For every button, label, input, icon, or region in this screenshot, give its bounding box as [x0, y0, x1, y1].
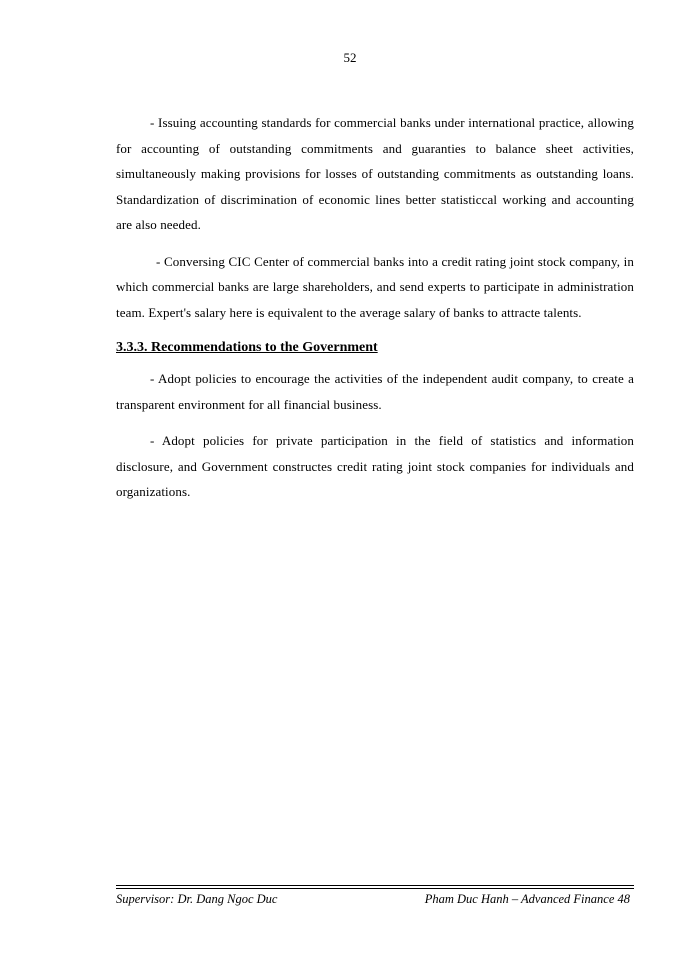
footer-author: Pham Duc Hanh – Advanced Finance 48 — [424, 892, 630, 906]
page-number: 52 — [343, 50, 357, 65]
document-body — [116, 110, 634, 516]
footer-supervisor: Supervisor: Dr. Dang Ngoc Duc — [116, 892, 278, 906]
section-heading: 3.3.3. Recommendations to the Government — [116, 340, 378, 355]
page-footer — [116, 892, 630, 907]
paragraph-accounting-standards: - Issuing accounting standards for commercial banks under international practice, allowing for accounting of outstanding commitments and guaranties to balance sheet activities, simultaneously making provisions for losses of outstanding commitments as outstanding loans. Standardization of discrimination of economic lines better statisticcal working and accounting are also needed. — [116, 115, 634, 232]
paragraph-cic-center: - Conversing CIC Center of commercial banks into a credit rating joint stock company, in which commercial banks are large shareholders, and send experts to participate in administration team. Expert's salary here is equivalent to the average salary of banks to attracte talents. — [116, 253, 634, 320]
paragraph-private-participation: - Adopt policies for private participation in the field of statistics and information disclosure, and Government constructes credit rating joint stock companies for individuals and organizations. — [116, 433, 634, 499]
footer-divider-bottom — [116, 888, 634, 889]
paragraph-audit-policies: - Adopt policies to encourage the activities of the independent audit company, to create a transparent environment for all financial business. — [116, 371, 634, 412]
footer-divider-top — [116, 885, 634, 886]
